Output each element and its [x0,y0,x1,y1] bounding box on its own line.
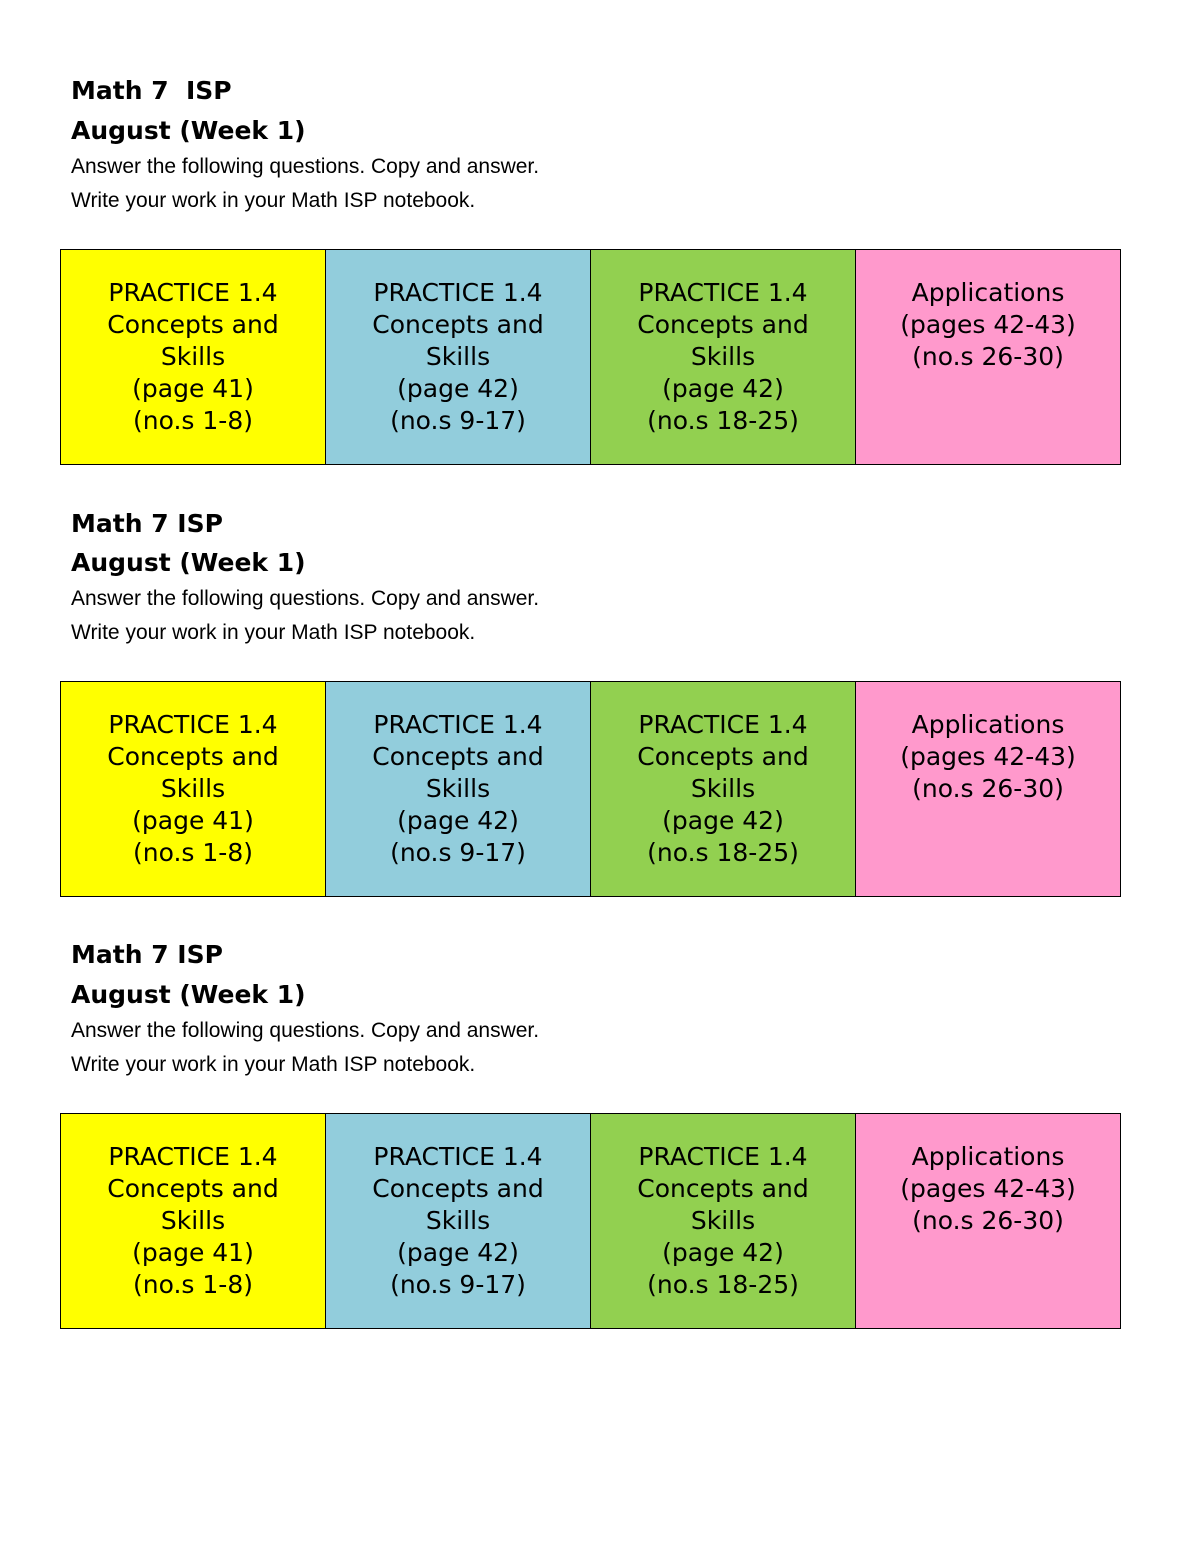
assignment-cell-green [591,682,856,896]
instruction-line: Write your work in your Math ISP notebook. [71,189,476,212]
cell-line: PRACTICE 1.4 [373,278,543,307]
cell-line: (no.s 1-8) [133,1270,253,1299]
assignment-cell-blue [326,250,591,464]
assignment-cell-pink [856,250,1120,464]
cell-line: (no.s 26-30) [912,342,1064,371]
cell-line: Skills [425,774,491,803]
cell-line: (no.s 18-25) [647,838,799,867]
cell-line: PRACTICE 1.4 [638,278,808,307]
cell-line: (pages 42-43) [900,1174,1076,1203]
cell-line: PRACTICE 1.4 [638,710,808,739]
cell-line: (no.s 9-17) [390,838,526,867]
cell-line: Skills [425,1206,491,1235]
cell-line: Concepts and [107,310,279,339]
assignment-table [60,249,1121,465]
assignment-table [60,681,1121,897]
cell-line: Skills [690,774,756,803]
section-subtitle: August (Week 1) [71,980,306,1009]
cell-line: Skills [425,342,491,371]
section-subtitle: August (Week 1) [71,116,306,145]
assignment-cell-green [591,250,856,464]
cell-line: Concepts and [637,310,809,339]
cell-line: Concepts and [372,310,544,339]
cell-line: PRACTICE 1.4 [373,1142,543,1171]
cell-line: Applications [911,278,1065,307]
section-title: Math 7 ISP [71,509,223,538]
cell-line: (no.s 26-30) [912,774,1064,803]
cell-line: Skills [690,342,756,371]
assignment-cell-pink [856,682,1120,896]
section-title: Math 7 ISP [71,76,232,105]
cell-line: Concepts and [107,1174,279,1203]
cell-line: Concepts and [637,742,809,771]
cell-line: (page 42) [662,806,784,835]
cell-line: (no.s 26-30) [912,1206,1064,1235]
assignment-cell-pink [856,1114,1120,1328]
cell-line: (no.s 9-17) [390,406,526,435]
instruction-line: Write your work in your Math ISP notebook. [71,621,476,644]
section-subtitle: August (Week 1) [71,548,306,577]
cell-line: Skills [160,774,226,803]
cell-line: PRACTICE 1.4 [108,278,278,307]
section-title: Math 7 ISP [71,940,223,969]
cell-line: (no.s 1-8) [133,406,253,435]
cell-line: Applications [911,1142,1065,1171]
cell-line: Applications [911,710,1065,739]
cell-line: PRACTICE 1.4 [108,1142,278,1171]
cell-line: (page 42) [662,374,784,403]
cell-line: (no.s 9-17) [390,1270,526,1299]
assignment-cell-blue [326,1114,591,1328]
cell-line: (page 41) [132,806,254,835]
instruction-line: Answer the following questions. Copy and answer. [71,155,540,178]
cell-line: (no.s 18-25) [647,406,799,435]
cell-line: Concepts and [107,742,279,771]
assignment-cell-green [591,1114,856,1328]
cell-line: (page 42) [397,1238,519,1267]
cell-line: (no.s 1-8) [133,838,253,867]
cell-line: PRACTICE 1.4 [638,1142,808,1171]
instruction-line: Answer the following questions. Copy and answer. [71,587,540,610]
instruction-line: Write your work in your Math ISP notebook. [71,1053,476,1076]
cell-line: (page 41) [132,1238,254,1267]
cell-line: (page 42) [662,1238,784,1267]
cell-line: Skills [160,342,226,371]
cell-line: Skills [160,1206,226,1235]
assignment-table [60,1113,1121,1329]
assignment-cell-yellow [61,1114,326,1328]
cell-line: Concepts and [372,1174,544,1203]
cell-line: PRACTICE 1.4 [373,710,543,739]
assignment-cell-blue [326,682,591,896]
cell-line: (page 42) [397,374,519,403]
cell-line: Concepts and [637,1174,809,1203]
instruction-line: Answer the following questions. Copy and answer. [71,1019,540,1042]
assignment-cell-yellow [61,250,326,464]
cell-line: (pages 42-43) [900,310,1076,339]
cell-line: (no.s 18-25) [647,1270,799,1299]
cell-line: (pages 42-43) [900,742,1076,771]
cell-line: Concepts and [372,742,544,771]
cell-line: (page 41) [132,374,254,403]
cell-line: Skills [690,1206,756,1235]
cell-line: (page 42) [397,806,519,835]
cell-line: PRACTICE 1.4 [108,710,278,739]
assignment-cell-yellow [61,682,326,896]
